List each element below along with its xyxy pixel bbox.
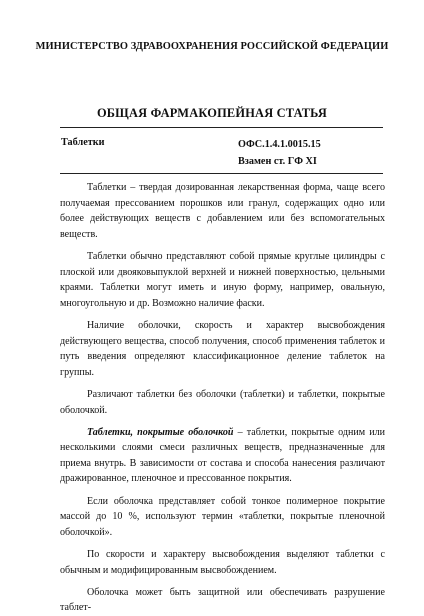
article-codes <box>238 137 321 170</box>
replaces-note: Взамен ст. ГФ XI <box>238 155 317 167</box>
paragraph-release: По скорости и характеру высвобождения выделяют таблетки с обычным и модифицированным высвобождением. <box>60 549 385 576</box>
paragraph-protective: Оболочка может быть защитной или обеспечивать разрушение таблет- <box>60 586 385 614</box>
paragraph-shape: Таблетки обычно представляют собой прямые круглые цилиндры с плоской или двояковыпуклой верхней и нижней поверхностью, цельными краями. Таблетки могут иметь и иную форму, например, овальную, многоугольную и др. Возможно наличие фаски. <box>60 250 385 309</box>
header-divider-bottom <box>60 173 383 174</box>
paragraph-definition: Таблетки – твердая дозированная лекарственная форма, чаще всего получаемая прессованием порошков или гранул, содержащих одно или более действующих веществ с добавлением или без вспомогательных веществ. <box>60 182 385 240</box>
article-code: ОФС.1.4.1.0015.15 <box>238 139 321 150</box>
document-title: ОБЩАЯ ФАРМАКОПЕЙНАЯ СТАТЬЯ <box>96 106 328 120</box>
paragraph-coating-types: Различают таблетки без оболочки (таблетки) и таблетки, покрытые оболочкой. <box>60 388 385 416</box>
header-divider-top <box>60 127 383 128</box>
coated-tablets-term: Таблетки, покрытые оболочкой <box>87 426 234 438</box>
article-name: Таблетки <box>61 137 105 148</box>
coated-tablets-text: – таблетки, покрытые одним или несколькими слоями смеси различных веществ, предназначенные для приема внутрь. В зависимости от состава и способа нанесения различают дражированное, пленочное и прессованное покрытия. <box>60 426 385 485</box>
paragraph-film-coating: Если оболочка представляет собой тонкое полимерное покрытие массой до 10 %, используют термин «таблетки, покрытые пленочной оболочкой». <box>60 495 385 538</box>
article-body <box>60 180 385 616</box>
paragraph-classification: Наличие оболочки, скорость и характер высвобождения действующего вещества, способ получения, способ применения таблеток и путь введения определяют классификационное деление таблеток на группы. <box>60 319 385 378</box>
ministry-heading: МИНИСТЕРСТВО ЗДРАВООХРАНЕНИЯ РОССИЙСКОЙ ФЕДЕРАЦИИ <box>35 41 389 52</box>
paragraph-coated-tablets <box>60 425 385 487</box>
